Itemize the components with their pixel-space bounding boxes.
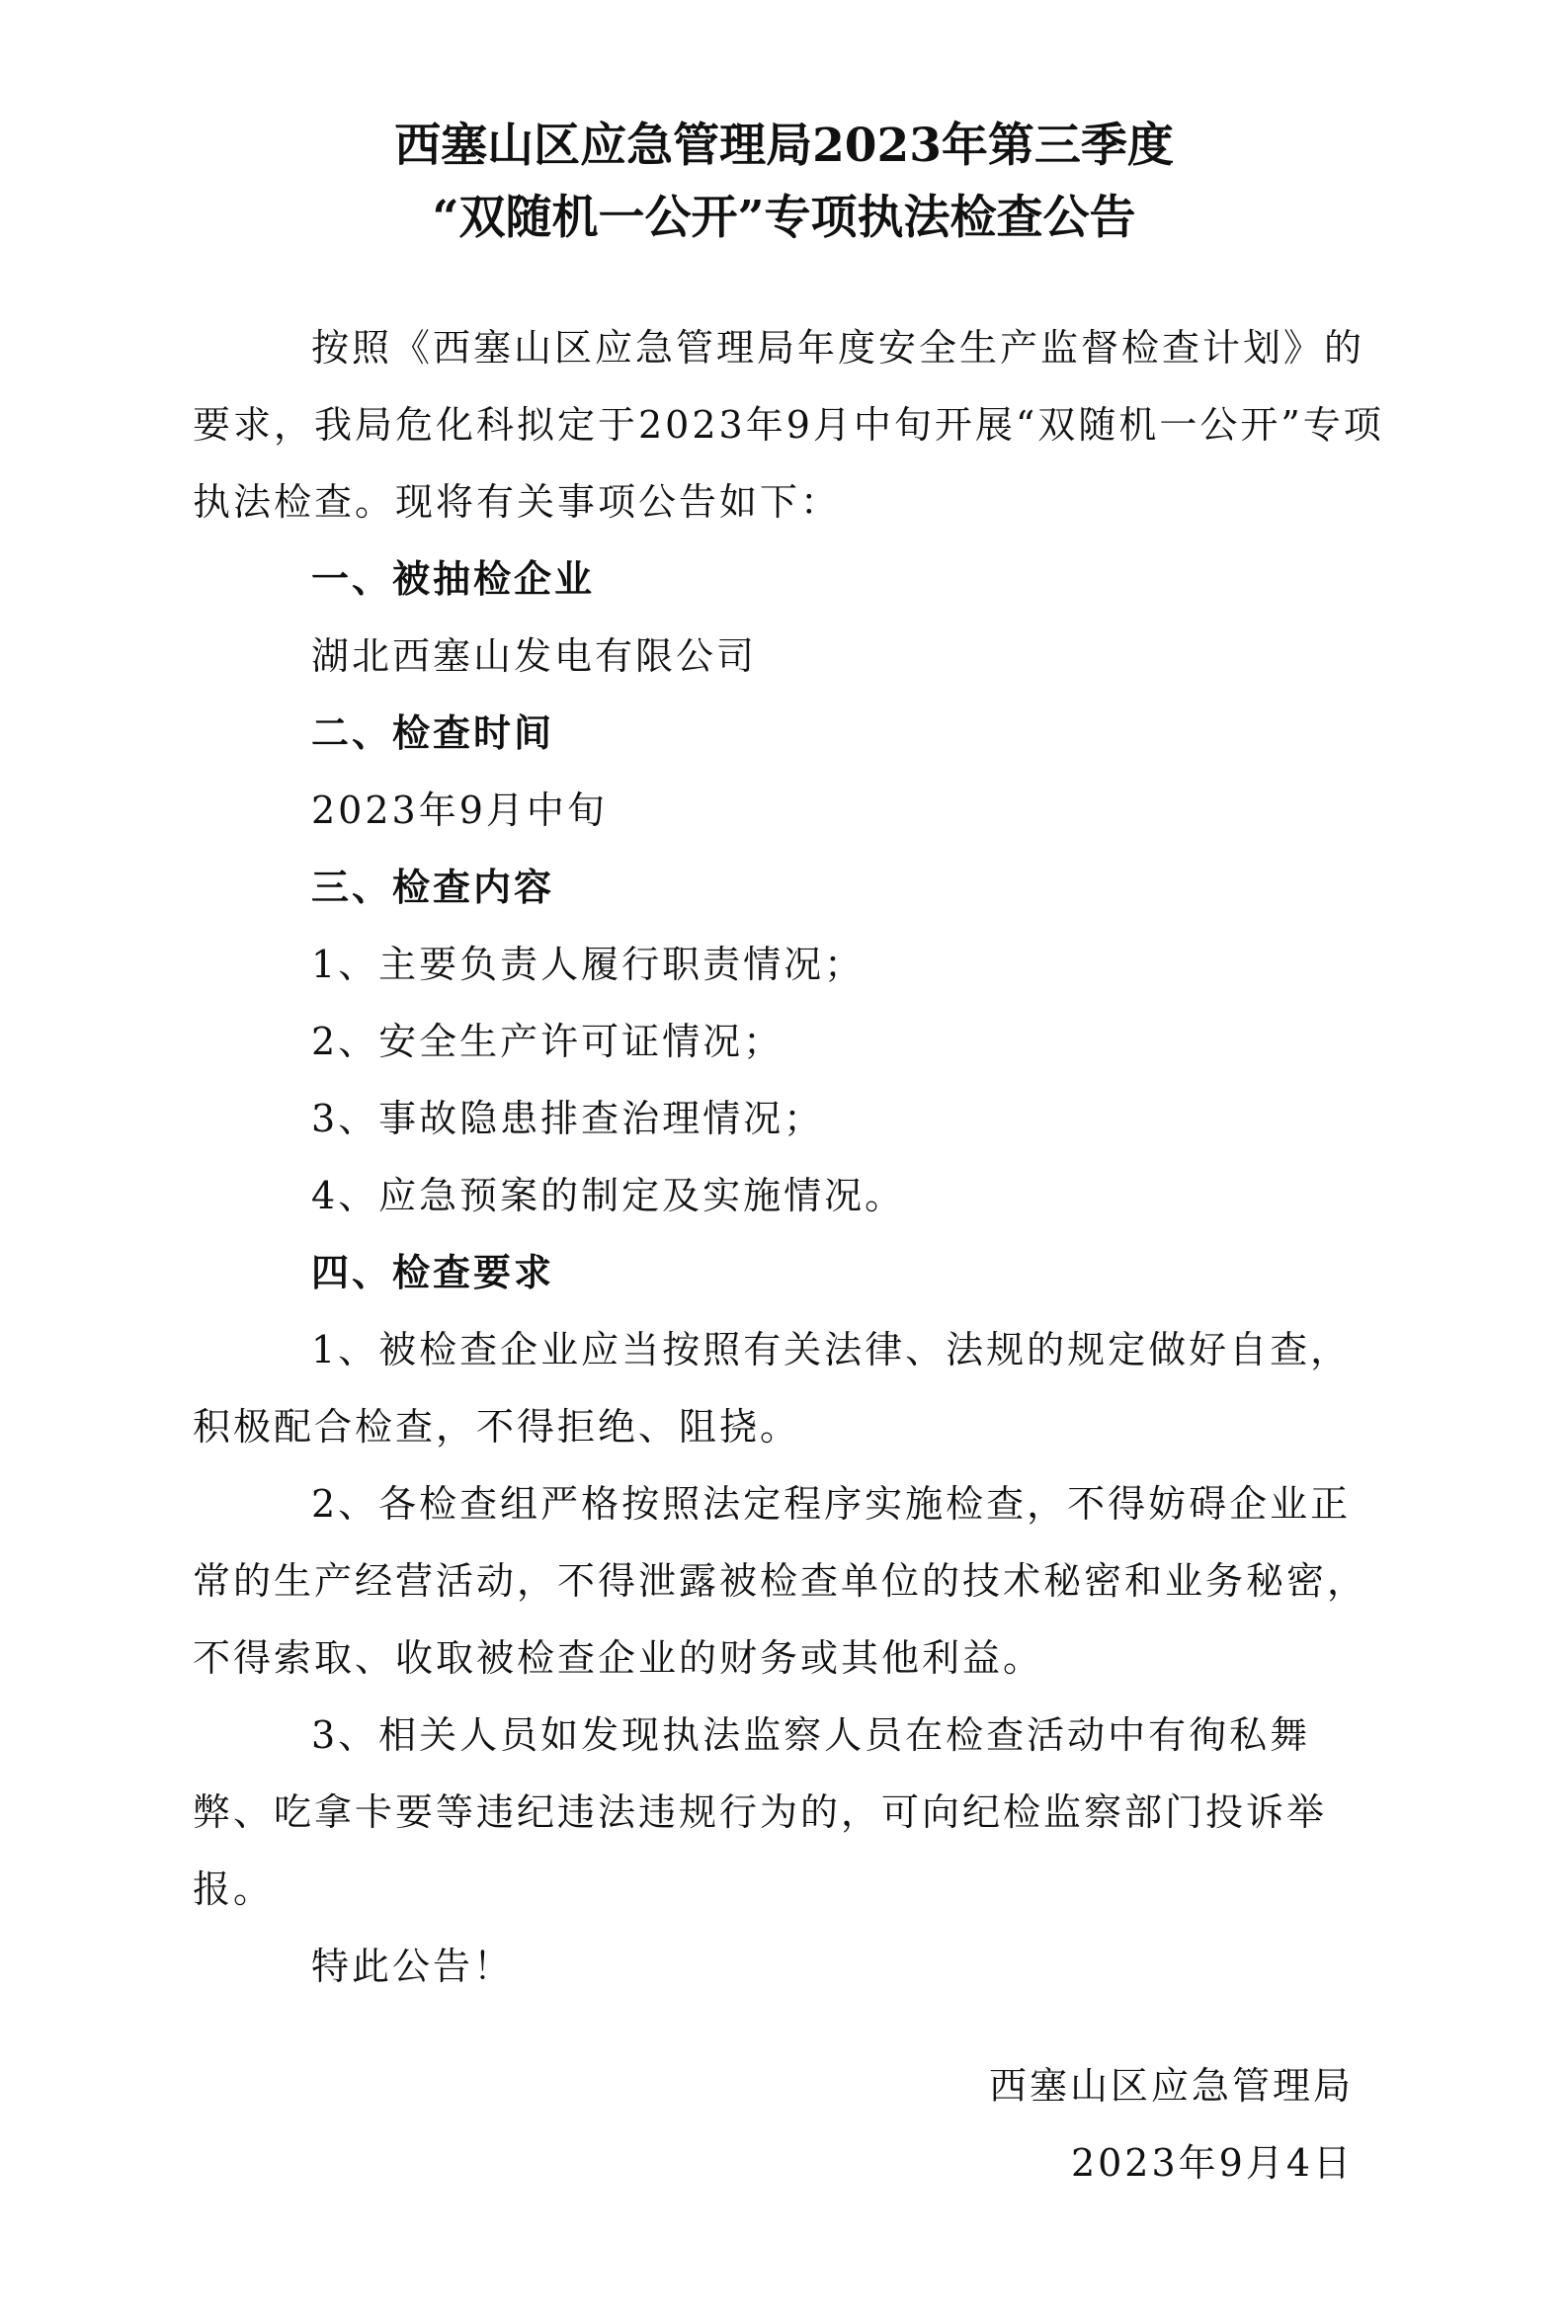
section1-content: 湖北西塞山发电有限公司: [311, 634, 758, 678]
section2-heading: 二、检查时间: [311, 710, 555, 755]
document-title-line-1: 西塞山区应急管理局2023年第三季度: [394, 119, 1174, 173]
section3-item: 4、应急预案的制定及实施情况。: [311, 1174, 906, 1217]
section4-item: 3、相关人员如发现执法监察人员在检查活动中有徇私舞弊、吃拿卡要等违纪违法违规行为的，可向纪检监察部门投诉举报。: [193, 1713, 1328, 1911]
section3-item: 2、安全生产许可证情况；: [311, 1020, 784, 1063]
section3-item: 1、主要负责人履行职责情况；: [311, 943, 866, 986]
section4-item: 2、各检查组严格按照法定程序实施检查，不得妨碍企业正常的生产经营活动，不得泄露被检查单位的技术秘密和业务秘密，不得索取、收取被检查企业的财务或其他利益。: [193, 1482, 1368, 1680]
intro-paragraph: 按照《西塞山区应急管理局年度安全生产监督检查计划》的要求，我局危化科拟定于2023年9月中旬开展“双随机一公开”专项执法检查。现将有关事项公告如下：: [193, 326, 1384, 524]
document-body: [193, 309, 1388, 2005]
section4-item: 1、被检查企业应当按照有关法律、法规的规定做好自查，积极配合检查，不得拒绝、阻挠。: [193, 1328, 1352, 1449]
section3-item: 3、事故隐患排查治理情况；: [311, 1097, 825, 1140]
section2-content: 2023年9月中旬: [311, 788, 608, 832]
section3-heading: 三、检查内容: [311, 865, 555, 909]
signature-date: 2023年9月4日: [1070, 2141, 1354, 2185]
document-title-line-2: “双随机一公开”专项执法检查公告: [432, 191, 1136, 245]
signature-organization: 西塞山区应急管理局: [988, 2064, 1354, 2108]
closing-text: 特此公告！: [311, 1945, 515, 1988]
section1-heading: 一、被抽检企业: [311, 556, 596, 601]
section4-heading: 四、检查要求: [311, 1250, 555, 1294]
